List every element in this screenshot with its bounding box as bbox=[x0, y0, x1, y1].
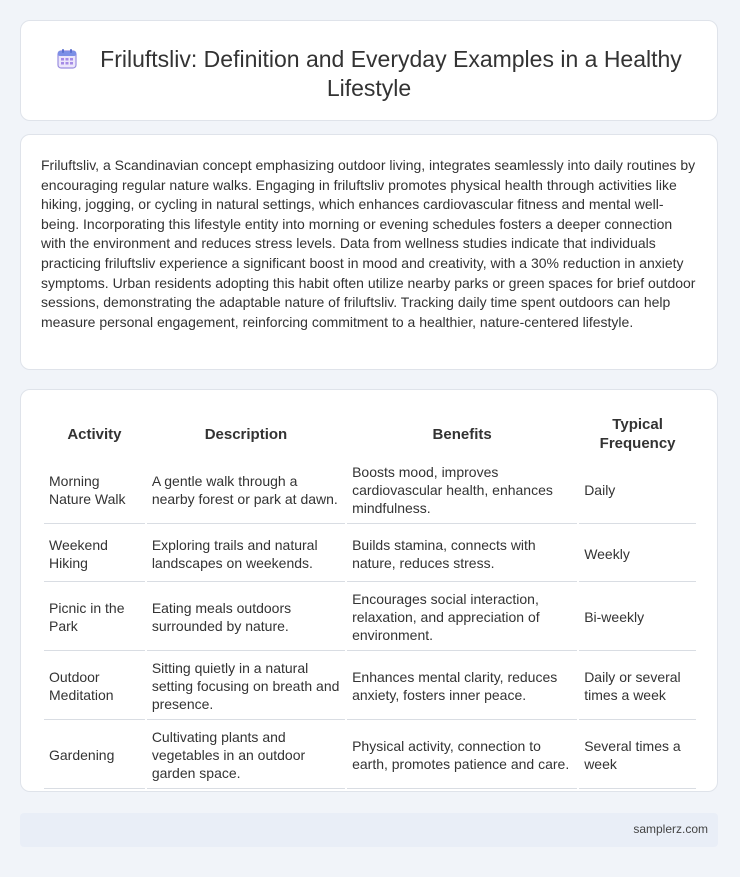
title-text: Friluftsliv: Definition and Everyday Examples in a Healthy Lifestyle bbox=[100, 46, 682, 101]
table-header-row bbox=[44, 413, 696, 455]
cell-description: Exploring trails and natural landscapes on weekends. bbox=[147, 526, 345, 582]
cell-activity: Picnic in the Park bbox=[44, 584, 145, 651]
cell-description: A gentle walk through a nearby forest or park at dawn. bbox=[147, 457, 345, 524]
title-card bbox=[20, 20, 718, 121]
cell-description: Sitting quietly in a natural setting focusing on breath and presence. bbox=[147, 653, 345, 720]
footer-site-link[interactable]: samplerz.com bbox=[633, 822, 708, 836]
cell-frequency: Bi-weekly bbox=[579, 584, 696, 651]
cell-benefits: Encourages social interaction, relaxation, and appreciation of environment. bbox=[347, 584, 577, 651]
intro-card bbox=[20, 134, 718, 370]
cell-activity: Morning Nature Walk bbox=[44, 457, 145, 524]
cell-frequency: Weekly bbox=[579, 526, 696, 582]
table-row bbox=[44, 653, 696, 720]
footer-bar bbox=[20, 813, 718, 847]
header-description: Description bbox=[204, 425, 288, 443]
table-row bbox=[44, 457, 696, 524]
header-activity: Activity bbox=[67, 425, 122, 443]
cell-frequency: Daily bbox=[579, 457, 696, 524]
cell-activity: Weekend Hiking bbox=[44, 526, 145, 582]
table-row bbox=[44, 526, 696, 582]
cell-benefits: Builds stamina, connects with nature, reduces stress. bbox=[347, 526, 577, 582]
page-title bbox=[21, 45, 717, 103]
cell-activity: Outdoor Meditation bbox=[44, 653, 145, 720]
cell-activity: Gardening bbox=[44, 722, 145, 789]
cell-benefits: Boosts mood, improves cardiovascular health, enhances mindfulness. bbox=[347, 457, 577, 524]
cell-benefits: Enhances mental clarity, reduces anxiety, fosters inner peace. bbox=[347, 653, 577, 720]
cell-benefits: Physical activity, connection to earth, promotes patience and care. bbox=[347, 722, 577, 789]
cell-frequency: Several times a week bbox=[579, 722, 696, 789]
table-row bbox=[44, 584, 696, 651]
table-row bbox=[44, 722, 696, 789]
intro-paragraph: Friluftsliv, a Scandinavian concept emphasizing outdoor living, integrates seamlessly into daily routines by encouraging regular nature walks. Engaging in friluftsliv promotes physical health through activities like hiking, jogging, or cycling in natural settings, which enhances cardiovascular fitness and mental well-being. Incorporating this lifestyle entity into morning or evening schedules fosters a deeper connection with the environment and reduces stress levels. Data from wellness studies indicate that individuals practicing friluftsliv experience a significant boost in mood and creativity, with a 30% reduction in anxiety symptoms. Urban residents adopting this habit often utilize nearby parks or green spaces for brief outdoor sessions, demonstrating the adaptable nature of friluftsliv. Tracking daily time spent outdoors can help measure personal engagement, reinforcing commitment to a healthier, nature-centered lifestyle. bbox=[41, 157, 696, 330]
header-benefits: Benefits bbox=[432, 425, 492, 443]
calendar-icon bbox=[56, 48, 78, 70]
cell-description: Eating meals outdoors surrounded by nature. bbox=[147, 584, 345, 651]
activities-table bbox=[42, 411, 698, 791]
header-frequency: Typical Frequency bbox=[599, 416, 676, 452]
cell-frequency: Daily or several times a week bbox=[579, 653, 696, 720]
cell-description: Cultivating plants and vegetables in an outdoor garden space. bbox=[147, 722, 345, 789]
table-card bbox=[20, 389, 718, 792]
